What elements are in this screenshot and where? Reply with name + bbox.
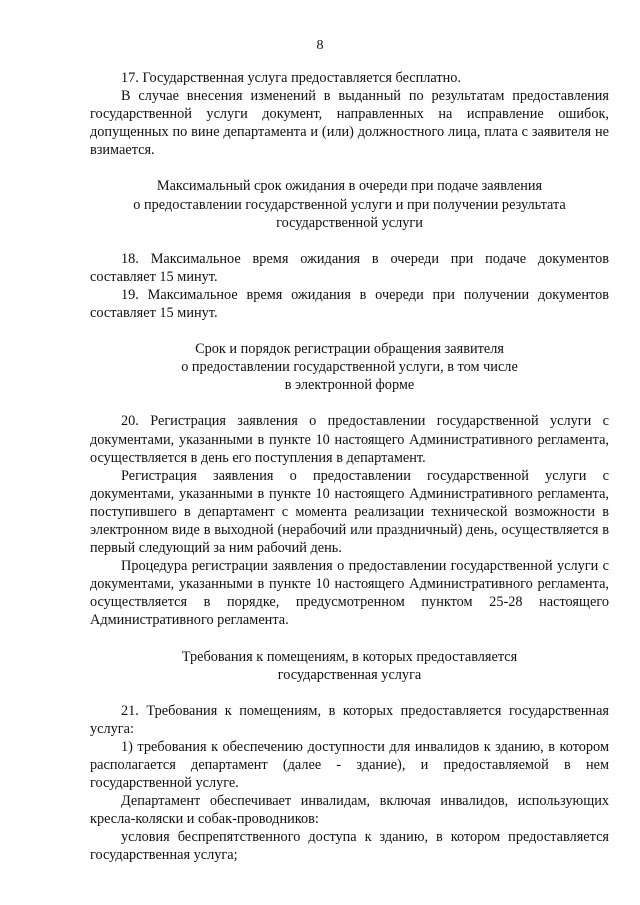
paragraph-17: 17. Государственная услуга предоставляется бесплатно.	[121, 70, 461, 86]
paragraph-20: 20. Регистрация заявления о предоставлении государственной услуги с документами, указанными в пункте 10 настоящего Административного регламента, осуществляется в день его поступления в департамент.	[90, 413, 609, 466]
page-number: 8	[316, 38, 324, 53]
paragraph-21-conditions: условия беспрепятственного доступа к зданию, в котором предоставляется государственная услуга;	[90, 829, 609, 864]
paragraph-18: 18. Максимальное время ожидания в очереди при подаче документов составляет 15 минут.	[90, 250, 609, 285]
paragraph-21: 21. Требования к помещениям, в которых предоставляется государственная услуга:	[90, 702, 609, 737]
paragraph-17-continued: В случае внесения изменений в выданный по результатам предоставления государственной услуги документ, направленных на исправление ошибок, допущенных по вине департамента и (или) должностного лица, плата с заявителя не взимается.	[90, 88, 609, 159]
paragraph-21-item-1: 1) требования к обеспечению доступности для инвалидов к зданию, в котором располагается департамент (далее - здание), и предоставляемой в нем государственной услуге.	[90, 738, 609, 792]
paragraph-21-department: Департамент обеспечивает инвалидам, включая инвалидов, использующих кресла-коляски и собак-проводников:	[90, 793, 609, 828]
paragraph-19: 19. Максимальное время ожидания в очереди при получении документов составляет 15 минут.	[90, 286, 609, 322]
section-heading-waiting-time: Максимальный срок ожидания в очереди при подаче заявления о предоставлении государственной услуги и при получении результата государственной услуги	[133, 178, 566, 231]
section-heading-registration: Срок и порядок регистрации обращения заявителя о предоставлении государственной услуги, в том числе в электронной форме	[181, 341, 518, 394]
document-body	[90, 69, 609, 865]
paragraph-20-procedure: Процедура регистрации заявления о предоставлении государственной услуги с документами, указанными в пункте 10 настоящего Административного регламента, осуществляется в порядке, предусмотренном пунктом 25-28 настоящего Административного регламента.	[90, 558, 609, 629]
section-heading-premises: Требования к помещениям, в которых предоставляется государственная услуга	[181, 648, 518, 683]
paragraph-20-electronic: Регистрация заявления о предоставлении государственной услуги с документами, указанными в пункте 10 настоящего Административного регламента, поступившего в департамент с момента реализации технической возможности в электронном виде в выходной (нерабочий или праздничный) день, осуществляется в первый следующий за ним рабочий день.	[90, 467, 609, 557]
